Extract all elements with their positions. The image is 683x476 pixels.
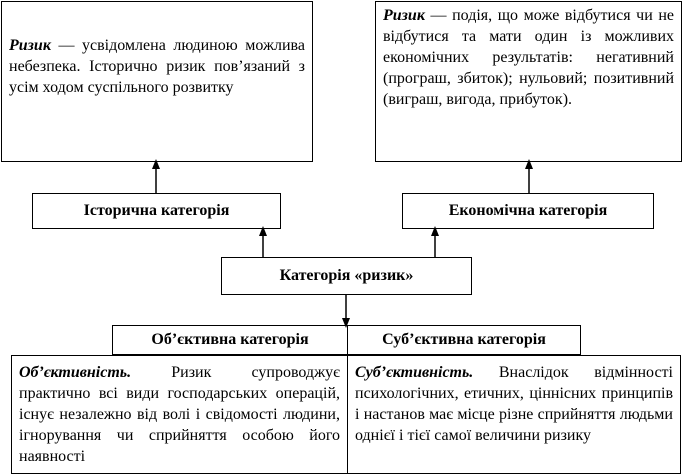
economic-definition-text: — подія, що може відбутися чи не відбутися та мати один із можливих економічних результатів: негативний (програш, збиток); нульовий; позитивний (виграш, вигода, прибуток). <box>383 7 674 108</box>
risk-category-label: Категорія «ризик» <box>279 267 414 284</box>
historical-definition-text: — усвідомлена людиною можлива небезпека. Історично ризик пов’язаний з усім ходом суспільного розвитку <box>9 37 305 96</box>
subjective-definition-term: Суб’єктивність. <box>355 364 474 381</box>
economic-category-label: Економічна категорія <box>448 202 608 219</box>
subjective-category-label: Суб’єктивна категорія <box>382 331 546 348</box>
historical-category-label: Історична категорія <box>83 202 230 219</box>
objective-category-label: Об’єктивна категорія <box>151 331 309 348</box>
subjective-definition-text: Внаслідок відмінності психологічних, етичних, ціннісних принципів і настанов має місце різне сприйняття людьми однієї і тієї самої величини ризику <box>355 364 673 444</box>
objective-definition-term: Об’єктивність. <box>19 364 132 381</box>
objective-definition-text: Ризик супроводжує практично всі види господарських операцій, існує незалежно від волі і свідомості людини, ігнорування чи сприйняття особою його наявності <box>19 364 340 465</box>
economic-definition-term: Ризик <box>383 7 425 24</box>
historical-definition-term: Ризик <box>9 37 51 54</box>
